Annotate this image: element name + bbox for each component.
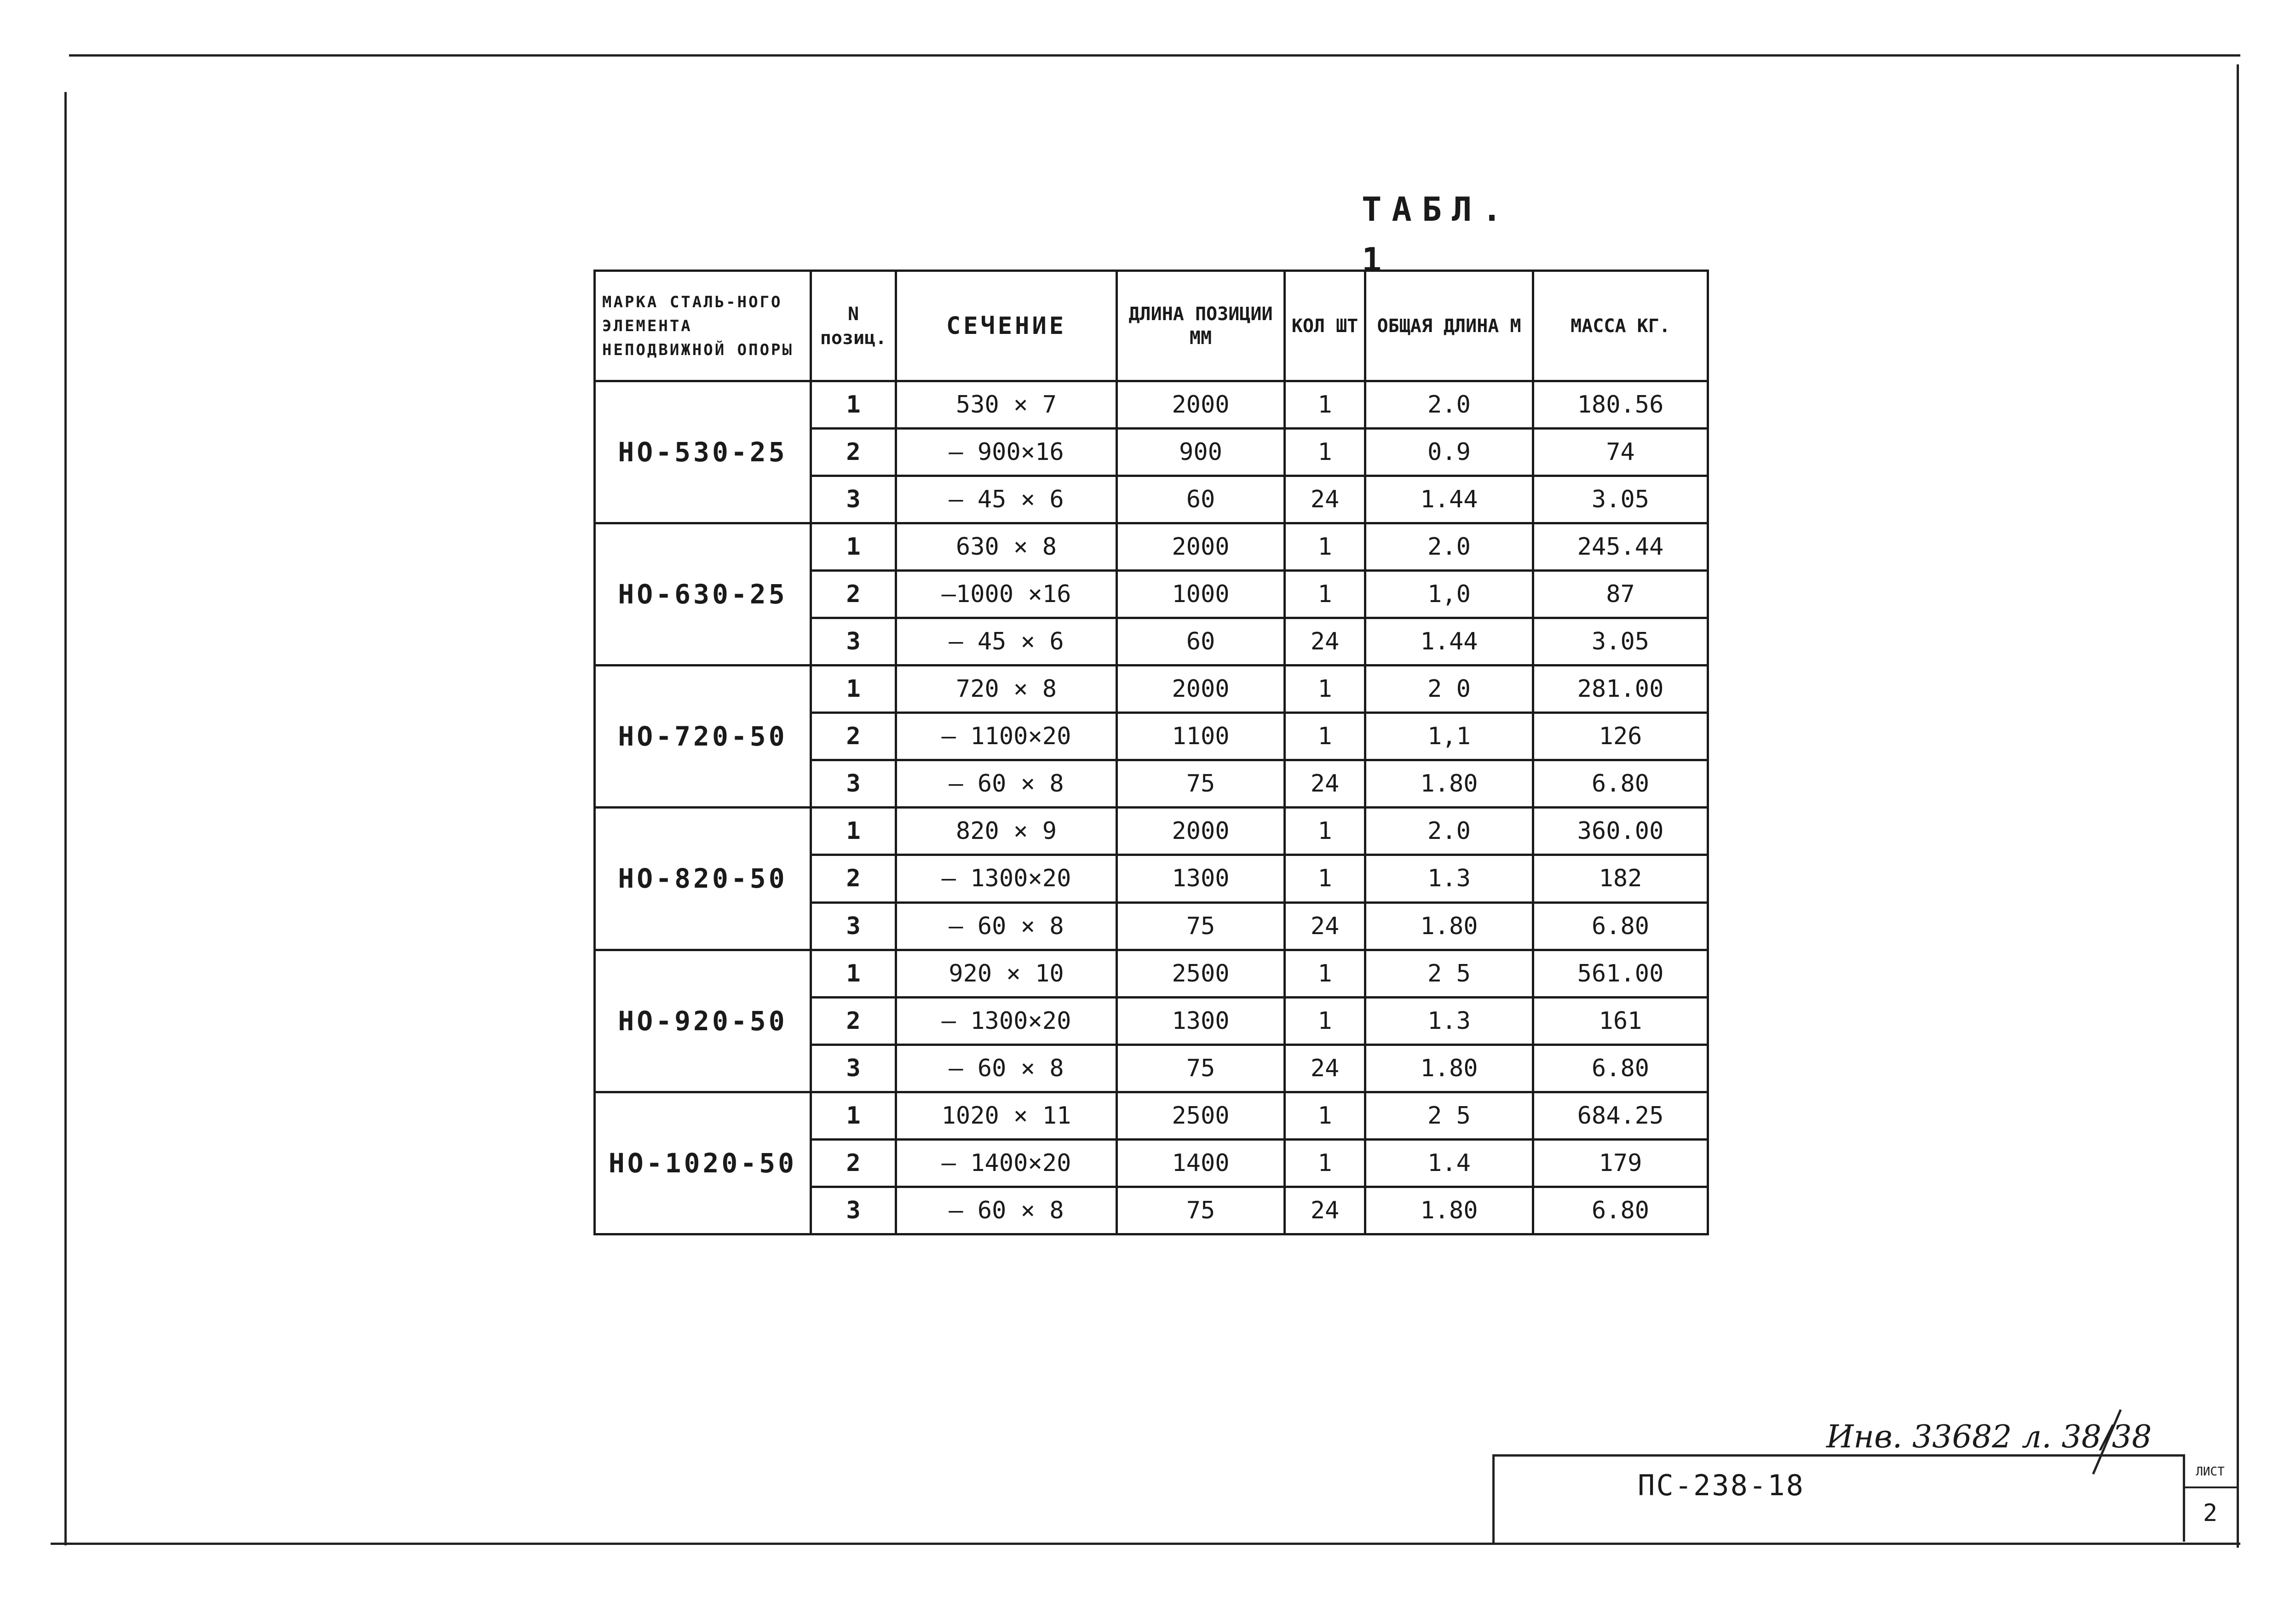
length-cell: 60 (1117, 618, 1285, 666)
quantity-cell: 1 (1285, 523, 1365, 571)
quantity-cell: 1 (1285, 1092, 1365, 1139)
length-cell: 60 (1117, 476, 1285, 523)
quantity-cell: 1 (1285, 571, 1365, 618)
position-cell: 1 (811, 1092, 896, 1139)
length-cell: 1300 (1117, 997, 1285, 1044)
length-cell: 2000 (1117, 523, 1285, 571)
length-cell: 75 (1117, 1187, 1285, 1234)
specification-table (593, 270, 1709, 1235)
quantity-cell: 1 (1285, 381, 1365, 429)
quantity-cell: 1 (1285, 1139, 1365, 1187)
quantity-cell: 1 (1285, 950, 1365, 997)
inventory-number: Инв. 33682 л. 38/38 (1826, 1419, 2152, 1455)
section-cell: – 900×16 (896, 429, 1117, 476)
quantity-cell: 1 (1285, 429, 1365, 476)
total-length-cell: 2 5 (1365, 1092, 1533, 1139)
header-total-length: ОБЩАЯ ДЛИНА М (1365, 271, 1533, 381)
quantity-cell: 24 (1285, 902, 1365, 950)
section-cell: – 60 × 8 (896, 1044, 1117, 1092)
position-cell: 1 (811, 950, 896, 997)
quantity-cell: 24 (1285, 618, 1365, 666)
quantity-cell: 1 (1285, 855, 1365, 902)
table-row (595, 381, 1708, 429)
total-length-cell: 2.0 (1365, 381, 1533, 429)
section-cell: 720 × 8 (896, 666, 1117, 713)
total-length-cell: 2 5 (1365, 950, 1533, 997)
mass-cell: 6.80 (1533, 902, 1708, 950)
length-cell: 2500 (1117, 950, 1285, 997)
mass-cell: 182 (1533, 855, 1708, 902)
length-cell: 2500 (1117, 1092, 1285, 1139)
element-mark-cell: НО-820-50 (595, 808, 811, 950)
quantity-cell: 24 (1285, 476, 1365, 523)
total-length-cell: 1.80 (1365, 902, 1533, 950)
mass-cell: 561.00 (1533, 950, 1708, 997)
mass-cell: 126 (1533, 713, 1708, 760)
mass-cell: 684.25 (1533, 1092, 1708, 1139)
position-cell: 2 (811, 1139, 896, 1187)
total-length-cell: 2.0 (1365, 523, 1533, 571)
section-cell: – 1300×20 (896, 997, 1117, 1044)
position-cell: 1 (811, 523, 896, 571)
mass-cell: 6.80 (1533, 1187, 1708, 1234)
position-cell: 2 (811, 571, 896, 618)
length-cell: 75 (1117, 760, 1285, 808)
position-cell: 3 (811, 618, 896, 666)
header-quantity: КОЛ ШТ (1285, 271, 1365, 381)
element-mark-cell: НО-920-50 (595, 950, 811, 1092)
mass-cell: 281.00 (1533, 666, 1708, 713)
table-title: ТАБЛ. 1 (1362, 190, 1512, 279)
element-mark-cell: НО-720-50 (595, 666, 811, 808)
mass-cell: 87 (1533, 571, 1708, 618)
position-cell: 3 (811, 1044, 896, 1092)
total-length-cell: 1,0 (1365, 571, 1533, 618)
section-cell: –1000 ×16 (896, 571, 1117, 618)
section-cell: 630 × 8 (896, 523, 1117, 571)
header-position: N позиц. (811, 271, 896, 381)
quantity-cell: 24 (1285, 1044, 1365, 1092)
position-cell: 3 (811, 476, 896, 523)
length-cell: 1400 (1117, 1139, 1285, 1187)
table-row (595, 666, 1708, 713)
total-length-cell: 1.44 (1365, 618, 1533, 666)
mass-cell: 6.80 (1533, 1044, 1708, 1092)
mass-cell: 74 (1533, 429, 1708, 476)
length-cell: 900 (1117, 429, 1285, 476)
section-cell: – 45 × 6 (896, 476, 1117, 523)
total-length-cell: 1.80 (1365, 1044, 1533, 1092)
mass-cell: 180.56 (1533, 381, 1708, 429)
sheet-divider (2183, 1486, 2237, 1488)
mass-cell: 6.80 (1533, 760, 1708, 808)
total-length-cell: 1.3 (1365, 997, 1533, 1044)
total-length-cell: 1.44 (1365, 476, 1533, 523)
section-cell: – 60 × 8 (896, 760, 1117, 808)
total-length-cell: 2.0 (1365, 808, 1533, 855)
mass-cell: 245.44 (1533, 523, 1708, 571)
header-section: СЕЧЕНИЕ (896, 271, 1117, 381)
mass-cell: 179 (1533, 1139, 1708, 1187)
section-cell: – 1100×20 (896, 713, 1117, 760)
mass-cell: 3.05 (1533, 476, 1708, 523)
position-cell: 3 (811, 1187, 896, 1234)
frame-left-border (64, 92, 67, 1545)
position-cell: 2 (811, 997, 896, 1044)
element-mark-cell: НО-1020-50 (595, 1092, 811, 1234)
element-mark-cell: НО-530-25 (595, 381, 811, 523)
length-cell: 1300 (1117, 855, 1285, 902)
position-cell: 2 (811, 713, 896, 760)
total-length-cell: 1,1 (1365, 713, 1533, 760)
length-cell: 2000 (1117, 381, 1285, 429)
header-length: ДЛИНА ПОЗИЦИИ ММ (1117, 271, 1285, 381)
section-cell: 820 × 9 (896, 808, 1117, 855)
mass-cell: 360.00 (1533, 808, 1708, 855)
position-cell: 1 (811, 381, 896, 429)
element-mark-cell: НО-630-25 (595, 523, 811, 666)
total-length-cell: 2 0 (1365, 666, 1533, 713)
quantity-cell: 24 (1285, 1187, 1365, 1234)
position-cell: 2 (811, 855, 896, 902)
mass-cell: 161 (1533, 997, 1708, 1044)
section-cell: – 1300×20 (896, 855, 1117, 902)
frame-right-border (2237, 64, 2239, 1548)
position-cell: 3 (811, 902, 896, 950)
document-code: ПС-238-18 (1638, 1469, 1805, 1502)
length-cell: 75 (1117, 902, 1285, 950)
length-cell: 2000 (1117, 666, 1285, 713)
section-cell: – 45 × 6 (896, 618, 1117, 666)
total-length-cell: 1.80 (1365, 1187, 1533, 1234)
total-length-cell: 1.3 (1365, 855, 1533, 902)
length-cell: 75 (1117, 1044, 1285, 1092)
position-cell: 1 (811, 808, 896, 855)
table-row (595, 950, 1708, 997)
quantity-cell: 1 (1285, 997, 1365, 1044)
section-cell: 530 × 7 (896, 381, 1117, 429)
length-cell: 2000 (1117, 808, 1285, 855)
section-cell: – 60 × 8 (896, 1187, 1117, 1234)
quantity-cell: 1 (1285, 666, 1365, 713)
section-cell: 920 × 10 (896, 950, 1117, 997)
table-header-row (595, 271, 1708, 381)
quantity-cell: 24 (1285, 760, 1365, 808)
position-cell: 1 (811, 666, 896, 713)
sheet-number: 2 (2203, 1499, 2218, 1527)
total-length-cell: 1.80 (1365, 760, 1533, 808)
frame-top-border (69, 54, 2240, 57)
section-cell: – 1400×20 (896, 1139, 1117, 1187)
header-mark: МАРКА СТАЛЬ-НОГО ЭЛЕМЕНТА НЕПОДВИЖНОЙ ОПОРЫ (595, 271, 811, 381)
sheet-label: ЛИСТ (2196, 1465, 2225, 1479)
position-cell: 3 (811, 760, 896, 808)
mass-cell: 3.05 (1533, 618, 1708, 666)
section-cell: – 60 × 8 (896, 902, 1117, 950)
length-cell: 1000 (1117, 571, 1285, 618)
table-row (595, 1092, 1708, 1139)
length-cell: 1100 (1117, 713, 1285, 760)
total-length-cell: 0.9 (1365, 429, 1533, 476)
position-cell: 2 (811, 429, 896, 476)
total-length-cell: 1.4 (1365, 1139, 1533, 1187)
table-row (595, 808, 1708, 855)
quantity-cell: 1 (1285, 808, 1365, 855)
section-cell: 1020 × 11 (896, 1092, 1117, 1139)
quantity-cell: 1 (1285, 713, 1365, 760)
table-row (595, 523, 1708, 571)
header-mass: МАССА КГ. (1533, 271, 1708, 381)
